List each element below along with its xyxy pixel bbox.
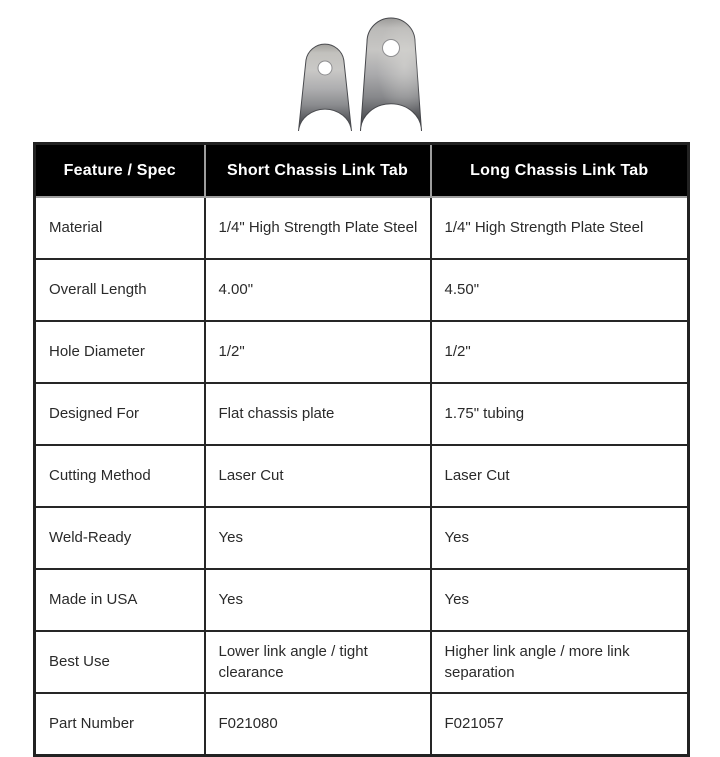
feature-label: Made in USA [35, 569, 205, 631]
long-tab-value: Laser Cut [431, 445, 689, 507]
short-tab-graphic [297, 39, 353, 133]
short-tab-value: 4.00" [205, 259, 431, 321]
long-tab-value: F021057 [431, 693, 689, 756]
short-tab-value: F021080 [205, 693, 431, 756]
header-long-tab: Long Chassis Link Tab [431, 144, 689, 198]
long-tab-value: 1/4" High Strength Plate Steel [431, 197, 689, 259]
long-tab-value: Yes [431, 569, 689, 631]
short-tab-value: Yes [205, 507, 431, 569]
spec-comparison-table [33, 142, 690, 757]
feature-label: Material [35, 197, 205, 259]
table-row-hole-diameter [35, 321, 689, 383]
table-row-cutting-method [35, 445, 689, 507]
short-tab-value: Laser Cut [205, 445, 431, 507]
feature-label: Cutting Method [35, 445, 205, 507]
table-row-overall-length [35, 259, 689, 321]
product-photos [0, 0, 720, 133]
table-row-made-in-usa [35, 569, 689, 631]
table-row-designed-for [35, 383, 689, 445]
long-tab-value: 1.75" tubing [431, 383, 689, 445]
table-row-part-number [35, 693, 689, 756]
comparison-table-container [33, 142, 687, 757]
long-tab-value: Higher link angle / more link separation [431, 631, 689, 693]
feature-label: Hole Diameter [35, 321, 205, 383]
header-feature-spec: Feature / Spec [35, 144, 205, 198]
table-row-best-use [35, 631, 689, 693]
feature-label: Part Number [35, 693, 205, 756]
header-short-tab: Short Chassis Link Tab [205, 144, 431, 198]
long-tab-value: 4.50" [431, 259, 689, 321]
short-tab-value: Flat chassis plate [205, 383, 431, 445]
long-chassis-tab-image [359, 17, 423, 133]
feature-label: Weld-Ready [35, 507, 205, 569]
short-tab-value: Lower link angle / tight clearance [205, 631, 431, 693]
feature-label: Best Use [35, 631, 205, 693]
long-tab-value: 1/2" [431, 321, 689, 383]
long-tab-graphic [359, 17, 423, 133]
table-row-material [35, 197, 689, 259]
short-chassis-tab-image [297, 39, 353, 133]
feature-label: Overall Length [35, 259, 205, 321]
short-tab-value: Yes [205, 569, 431, 631]
feature-label: Designed For [35, 383, 205, 445]
long-tab-value: Yes [431, 507, 689, 569]
short-tab-value: 1/4" High Strength Plate Steel [205, 197, 431, 259]
header-row [35, 144, 689, 198]
table-row-weld-ready [35, 507, 689, 569]
short-tab-value: 1/2" [205, 321, 431, 383]
